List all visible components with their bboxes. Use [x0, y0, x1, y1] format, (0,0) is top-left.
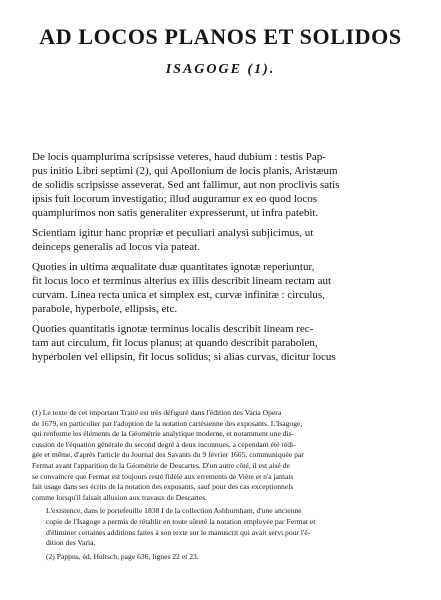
- page-title: AD LOCOS PLANOS ET SOLIDOS: [39, 24, 402, 49]
- main-text: [32, 150, 418, 370]
- footnote-line: cussion de l'équation générale du second degré à deux inconnues, a cependant été rédi-: [32, 439, 296, 449]
- text-line: hyperbolen vel ellipsin, fit locus solidus; si alias curvas, dicitur locus: [32, 351, 336, 363]
- footnote: [32, 408, 418, 503]
- footnote-line: L'existence, dans le portefeuille 1838 I de la collection Ashburnham, d'une ancienne: [46, 506, 302, 516]
- paragraph: [32, 322, 418, 364]
- footnote-line: copie de l'Isagoge a permis de rétablir en toute sûreté la notation employée par Fermat et: [46, 516, 316, 526]
- text-line: curvam. Linea recta unica et simplex est, curvæ infinitæ : circulus,: [32, 289, 325, 301]
- text-line: deinceps generalis ad locos via pateat.: [32, 241, 200, 253]
- footnote-line: de 1679, en particulier par l'adoption de la notation cartésienne des exposants. L'Isagoge,: [32, 418, 303, 428]
- text-line: de solidis scripsisse asseverat. Sed ant fallimur, aut non proclivis satis: [32, 179, 340, 191]
- footnote-line: d'éliminer certaines additions faites à son texte sur le manuscrit qui avait servi pour l'é-: [46, 527, 311, 537]
- footnote-line: dition des Varia.: [46, 538, 96, 548]
- text-line: pus initio Libri septimi (2), qui Apollonium de locis planis, Aristæum: [32, 165, 338, 177]
- footnote: [32, 506, 418, 548]
- footnotes: [32, 408, 418, 565]
- text-line: De locis quamplurima scripsisse veteres, haud dubium : testis Pap-: [32, 151, 326, 163]
- footnote-line: Fermat avant l'apparition de la Géométrie de Descartes. D'un autre côté, il est aisé de: [32, 460, 290, 470]
- text-line: parabole, hyperbole, ellipsis, etc.: [32, 303, 178, 315]
- footnote-line: fait usage dans ses écrits de la notation des exposants, sauf pour des cas exceptionnels: [32, 482, 294, 492]
- text-line: quamplurimos non satis generaliter expresserunt, ut infra patebit.: [32, 207, 319, 219]
- footnote: [32, 552, 418, 563]
- text-line: tam aut circulum, fit locus planus; at quando describit parabolen,: [32, 337, 318, 349]
- footnote-line: qui renferme les éléments de la Géométrie analytique moderne, et notamment une dis-: [32, 429, 295, 439]
- paragraph: [32, 150, 418, 220]
- text-line: Scientiam igitur hanc propriæ et peculiari analysi subjicimus, ut: [32, 227, 314, 239]
- text-line: ipsis fuit locorum investigatio; illud auguramur ex eo quod locos: [32, 193, 318, 205]
- footnote-line: comme lorsqu'il faisait allusion aux travaux de Descartes.: [32, 492, 208, 502]
- footnote-line: (1) Le texte de cet important Traité est très défiguré dans l'édition des Varia Opera: [32, 408, 282, 417]
- footnote-line: se convaincre que Fermat est toujours resté fidèle aux errements de Viète et n'a jamais: [32, 471, 294, 481]
- paragraph: [32, 260, 418, 316]
- text-line: Quoties in ultima æqualitate duæ quantitates ignotæ reperiuntur,: [32, 261, 315, 273]
- text-line: fit locus loco et terminus alterius ex illis describit lineam rectam aut: [32, 275, 332, 287]
- text-line: Quoties quantitatis ignotæ terminus localis describit lineam rec-: [32, 323, 314, 335]
- footnote-line: (2) Pappus, éd. Hultsch, page 636, lignes 22 et 23.: [46, 551, 199, 561]
- paragraph: [32, 226, 418, 254]
- footnote-line: gée et même, d'après l'article du Journal des Savants du 9 février 1665, communiquée par: [32, 450, 304, 460]
- page-subtitle: ISAGOGE (1).: [165, 62, 276, 77]
